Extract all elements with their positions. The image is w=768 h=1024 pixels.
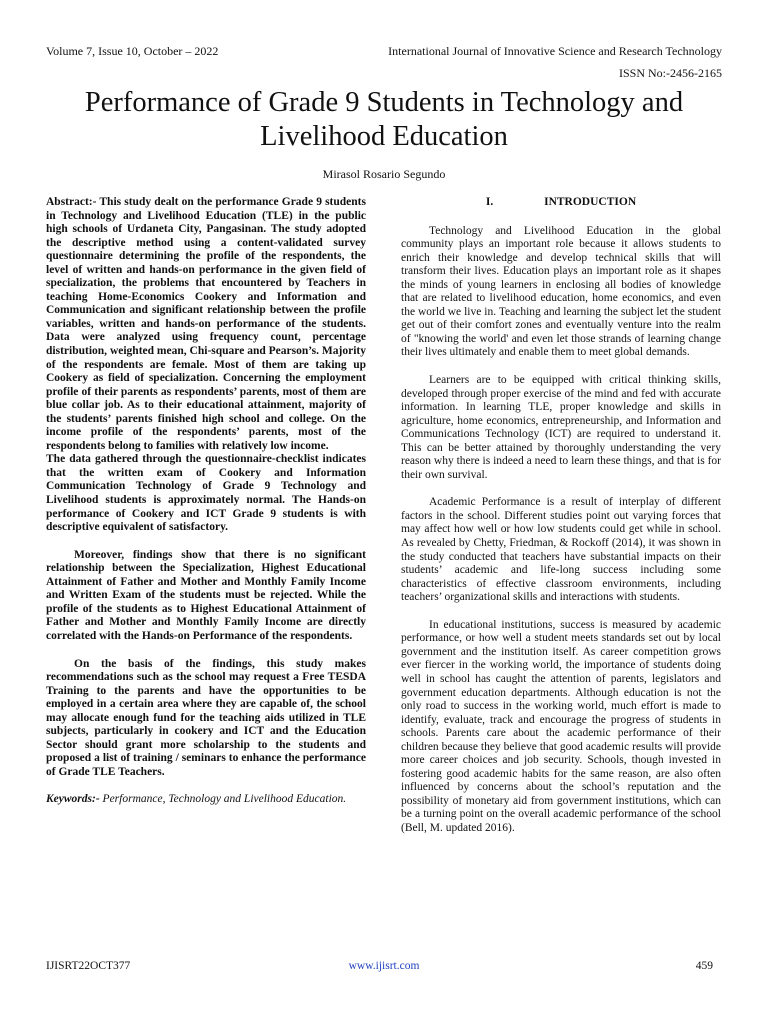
article-id-footer: IJISRT22OCT377 [46,960,131,972]
keywords-label: Keywords:- [46,793,100,806]
intro-paragraph-1: Technology and Livelihood Education in the global community plays an important role because it allows students to enrich their knowledge and develop technical skills that will transform their lives. Education plays an important role as it shapes the minds of young learners in enclosing all bodies of knowledge that are related to livelihood education, home economics, and even the world we live in. Teaching and learning the subject let the student get out of their comfort zones and eventually venture into the realm of "knowing the world' and even let those strands of learning change their lives ultimately and enable them to meet global demands. [401,224,721,359]
journal-website-link[interactable]: www.ijisrt.com [348,960,420,972]
intro-paragraph-2: Learners are to be equipped with critical thinking skills, developed through proper exercise of the mind and fed with accurate information. In learning TLE, proper knowledge and skills in agriculture, home economics, entrepreneurship, and Information and Communications Technology (ICT) are required to understand it. This can be better attained by thoroughly understanding the very reason why there is indeed a need to learn these things, and that is for their own survival. [401,374,721,481]
abstract-column [46,196,366,807]
abstract-paragraph-3: Moreover, findings show that there is no significant relationship between the Specialization, Highest Educational Attainment of Father and Mother and Monthly Family Income and Written Exam of the students must be rejected. While the profile of the students as to Highest Educational Attainment of Father and Mother and Monthly Family Income are directly correlated with the Hands-on Performance of the respondents. [46,548,366,642]
abstract-paragraph-4: On the basis of the findings, this study makes recommendations such as the school may request a Free TESDA Training to the parents and have the opportunities to be employed in a certain area where they are capable of, the school may allocate enough fund for the teaching aids utilized in TLE subjects, particularly in cookery and ICT and the Education Sector should grant more scholarship to the students and proposed a list of training / seminars to enhance the performance of Grade TLE Teachers. [46,657,366,778]
keywords-line [46,793,366,807]
section-title: INTRODUCTION [544,196,637,208]
abstract-paragraph-2: The data gathered through the questionnaire-checklist indicates that the written exam of Cookery and Information Communication Technology of Grade 9 Technology and Livelihood students is approximately normal. The Hands-on performance of Cookery and ICT Grade 9 students is with descriptive equivalent of satisfactory. [46,453,366,534]
keywords-text: Performance, Technology and Livelihood Education. [102,793,347,806]
section-number: I. [485,196,494,208]
section-heading [401,196,721,210]
abstract-paragraph-1: Abstract:- This study dealt on the performance Grade 9 students in Technology and Livelihood Education (TLE) in the public high schools of Urdaneta City, Pangasinan. The study adopted the descriptive method using a content-validated survey questionnaire determining the profile of the respondents, the level of written and hands-on performance in the given field of specialization, the problems that encountered by Teachers in teaching Home-Economics Cookery and Information and Communication and significant relationship between the profile variables, written and hands-on performance of the students. Data were analyzed using frequency count, percentage distribution, weighted mean, Chi-square and Pearson’s. Majority of the respondents are female. Most of them are taking up Cookery as field of specialization. Concerning the employment profile of their parents as respondents’ parents, most of them are blue collar job. As to their educational attainment, majority of the students’ parents finished high school and college. On the income profile of the respondents’ parents, most of the respondents belong to families with relatively low income. [46,196,366,452]
intro-paragraph-4: In educational institutions, success is measured by academic performance, or how well a student meets standards set out by local government and the institution itself. As career competition grows ever fiercer in the working world, the importance of students doing well in school has caught the attention of parents, legislators and government education departments. Although education is not the only road to success in the working world, much effort is made to identify, evaluate, track and encourage the progress of students in schools. Parents care about the academic performance of their children because they believe that good academic results will provide more career choices and job security. Schools, though invested in fostering good academic habits for the same reason, are also often influenced by concerns about the school’s reputation and the possibility of monetary aid from government institutions, which can be a turning point on the overall academic performance of the school (Bell, M. updated 2016). [401,618,721,834]
paper-title: Performance of Grade 9 Students in Technology and Livelihood Education [84,87,684,152]
introduction-column [401,196,721,836]
journal-name-header: International Journal of Innovative Science and Research Technology [388,44,722,58]
volume-issue-header: Volume 7, Issue 10, October – 2022 [46,44,219,58]
page-number: 459 [695,960,713,972]
intro-paragraph-3: Academic Performance is a result of interplay of different factors in the school. Different studies point out varying forces that may affect how well or how low students could get while in school. As revealed by Chetty, Friedman, & Rockoff (2014), it was shown in the study conducted that teachers have substantial impacts on their students’ academic and life-long success including some characteristics of effective classroom environments, including teachers’ organizational skills and interactions with students. [401,496,721,604]
author-name: Mirasol Rosario Segundo [322,167,446,181]
issn-header: ISSN No:-2456-2165 [618,66,722,80]
